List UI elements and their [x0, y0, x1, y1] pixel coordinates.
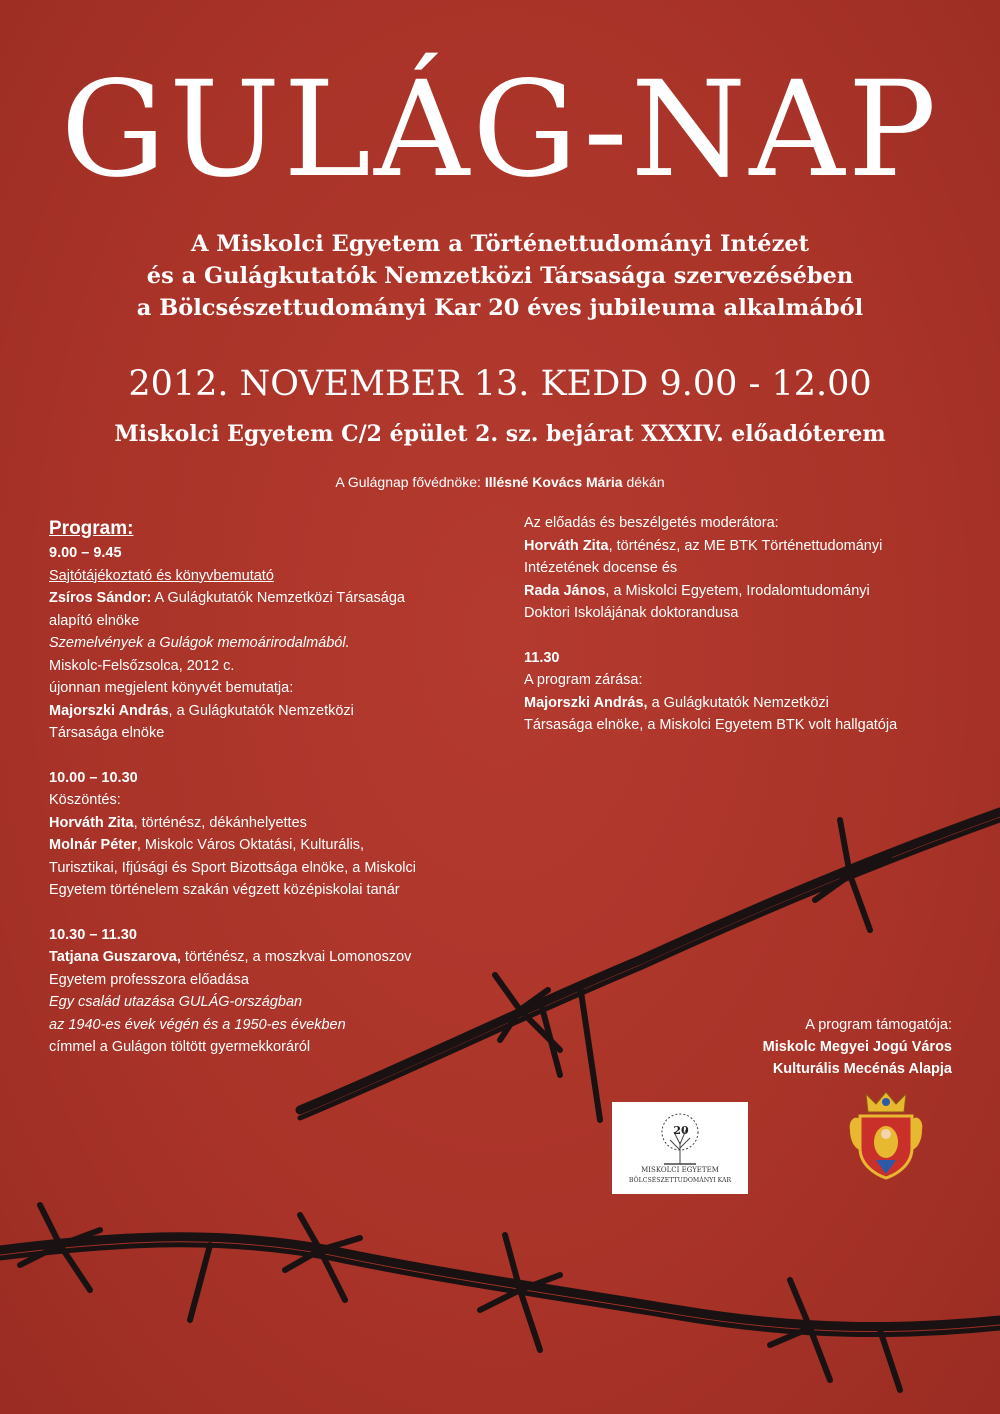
speaker-role: történész, a moszkvai Lomonoszov	[180, 949, 412, 965]
moderator-line	[524, 535, 964, 558]
moderator-role: Doktori Iskolájának doktorandusa	[524, 605, 739, 621]
session-time: 10.30 – 11.30	[49, 926, 137, 943]
program-heading: Program:	[49, 518, 134, 539]
sponsor-label: A program támogatója:	[805, 1017, 952, 1033]
session-time: 11.30	[524, 649, 560, 666]
session-topic: Köszöntés:	[49, 792, 121, 808]
patron-prefix: A Gulágnap fővédnöke:	[335, 474, 485, 490]
lecture-desc: címmel a Gulágon töltött gyermekkoráról	[49, 1039, 311, 1055]
patron-suffix: dékán	[622, 474, 665, 490]
sponsor-block	[763, 1014, 952, 1080]
moderator-name: Horváth Zita	[524, 537, 609, 554]
moderator-line	[524, 580, 964, 603]
speaker-role: A Gulágkutatók Nemzetközi Társasága	[151, 590, 405, 606]
speaker-name: Majorszki András,	[524, 694, 648, 711]
book-title: Szemelvények a Gulágok memoárirodalmából.	[49, 635, 350, 651]
event-date: 2012. NOVEMBER 13. KEDD 9.00 - 12.00	[128, 364, 872, 404]
moderator-role: , történész, az ME BTK Történettudományi	[608, 537, 883, 554]
book-intro: újonnan megjelent könyvét bemutatja:	[49, 680, 294, 696]
patron-line	[0, 472, 1000, 492]
speaker-role: Turisztikai, Ifjúsági és Sport Bizottsága elnöke, a Miskolci	[49, 859, 416, 876]
speaker-line	[524, 692, 964, 715]
speaker-name: Tatjana Guszarova,	[49, 949, 181, 965]
speaker-role: Társasága elnöke, a Miskolci Egyetem BTK volt hallgatója	[524, 717, 898, 733]
session-time: 10.00 – 10.30	[49, 769, 138, 786]
lecture-title: Egy család utazása GULÁG-országban	[49, 994, 303, 1010]
moderator-name: Rada János	[524, 582, 606, 599]
speaker-role: , a Gulágkutatók Nemzetközi	[168, 702, 354, 719]
subtitle-line: a Bölcsészettudományi Kar 20 éves jubileuma alkalmából	[136, 295, 864, 321]
logo-number: 20	[673, 1124, 689, 1137]
logo-name: MISKOLCI EGYETEM	[641, 1166, 719, 1174]
speaker-role: , történész, dékánhelyettes	[133, 814, 307, 831]
event-venue: Miskolci Egyetem C/2 épület 2. sz. bejárat XXXIV. előadóterem	[114, 421, 886, 447]
sponsor-name: Kulturális Mecénás Alapja	[772, 1061, 952, 1077]
program-right-column	[524, 512, 964, 737]
moderator-role: Intézetének docense és	[524, 560, 678, 576]
lecture-title: az 1940-es évek végén és a 1950-es években	[49, 1016, 346, 1033]
moderator-intro: Az előadás és beszélgetés moderátora:	[524, 515, 779, 531]
speaker-name: Majorszki András	[49, 702, 169, 719]
coat-of-arms-icon	[846, 1090, 926, 1182]
program-left-column	[49, 516, 489, 1059]
book-place: Miskolc-Felsőzsolca, 2012 c.	[49, 657, 235, 674]
moderator-role: , a Miskolci Egyetem, Irodalomtudományi	[605, 582, 870, 599]
speaker-line	[49, 587, 489, 610]
speaker-name: Horváth Zita	[49, 814, 134, 831]
patron-name: Illésné Kovács Mária	[484, 474, 623, 490]
logo-faculty: BÖLCSÉSZETTUDOMÁNYI KAR	[628, 1177, 732, 1184]
speaker-name: Zsíros Sándor:	[49, 590, 152, 606]
session-topic: A program zárása:	[524, 672, 643, 688]
subtitle-line: és a Gulágkutatók Nemzetközi Társasága szervezésében	[146, 263, 854, 289]
speaker-role: alapító elnöke	[49, 612, 140, 629]
university-logo	[612, 1102, 748, 1194]
sponsor-name: Miskolc Megyei Jogú Város	[762, 1039, 952, 1055]
speaker-role: , Miskolc Város Oktatási, Kulturális,	[136, 837, 365, 853]
session-time: 9.00 – 9.45	[49, 545, 122, 561]
speaker-line	[49, 700, 489, 723]
speaker-role: Társasága elnöke	[49, 725, 165, 741]
speaker-role: Egyetem történelem szakán végzett középiskolai tanár	[49, 882, 400, 898]
speaker-role: a Gulágkutatók Nemzetközi	[647, 694, 829, 711]
speaker-line	[49, 812, 489, 835]
subtitle	[0, 228, 1000, 324]
speaker-line	[49, 834, 489, 857]
speaker-name: Molnár Péter	[49, 837, 137, 853]
page-title: GULÁG-NAP	[60, 53, 940, 207]
subtitle-line: A Miskolci Egyetem a Történettudományi Intézet	[190, 231, 810, 257]
speaker-role: Egyetem professzora előadása	[49, 971, 249, 988]
speaker-line	[49, 946, 489, 969]
session-topic: Sajtótájékoztató és könyvbemutató	[49, 567, 274, 584]
